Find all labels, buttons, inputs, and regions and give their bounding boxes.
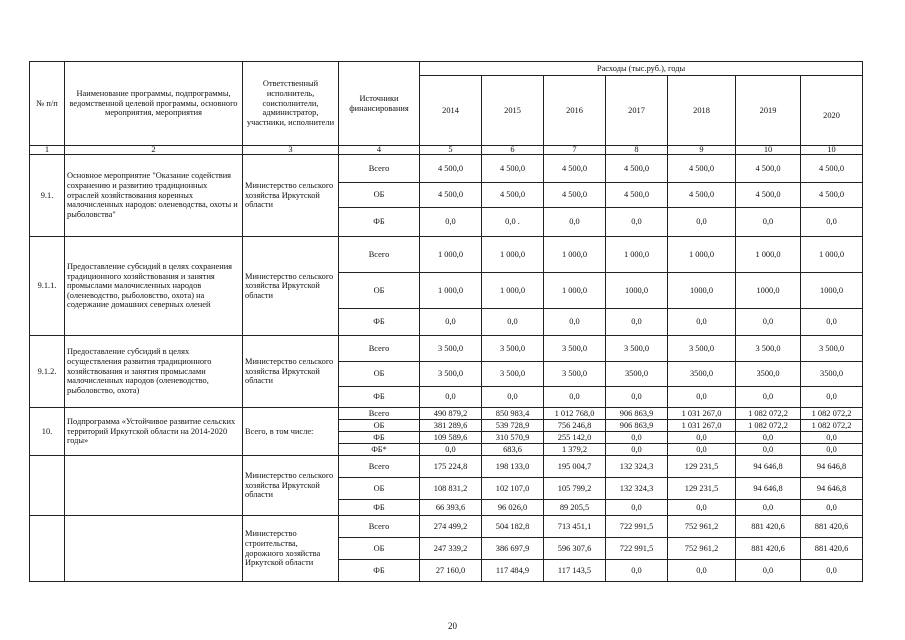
amount-cell: 0,0 bbox=[736, 500, 801, 516]
amount-cell: 129 231,5 bbox=[668, 478, 736, 500]
amount-cell: 0,0 bbox=[420, 309, 482, 336]
measure-name bbox=[65, 516, 243, 582]
amount-cell: 683,6 bbox=[482, 444, 544, 456]
funding-source: Всего bbox=[339, 408, 420, 420]
amount-cell: 752 961,2 bbox=[668, 516, 736, 538]
measure-name bbox=[65, 456, 243, 516]
funding-source: ОБ bbox=[339, 538, 420, 560]
amount-cell: 752 961,2 bbox=[668, 538, 736, 560]
amount-cell: 1000,0 bbox=[736, 273, 801, 309]
amount-cell: 850 983,4 bbox=[482, 408, 544, 420]
amount-cell: 722 991,5 bbox=[606, 516, 668, 538]
amount-cell: 247 339,2 bbox=[420, 538, 482, 560]
funding-source: Всего bbox=[339, 155, 420, 183]
amount-cell: 3 500,0 bbox=[420, 362, 482, 387]
amount-cell: 0,0 bbox=[606, 387, 668, 408]
responsible-executor: Министерство сельского хозяйства Иркутской области bbox=[243, 456, 339, 516]
amount-cell: 0,0 bbox=[668, 444, 736, 456]
amount-cell: 4 500,0 bbox=[668, 183, 736, 208]
row-number: 9.1. bbox=[30, 155, 65, 237]
responsible-executor: Министерство строительства, дорожного хозяйства Иркутской области bbox=[243, 516, 339, 582]
amount-cell: 255 142,0 bbox=[544, 432, 606, 444]
table-row bbox=[30, 408, 863, 420]
amount-cell: 0,0 bbox=[736, 387, 801, 408]
amount-cell: 3 500,0 bbox=[606, 336, 668, 362]
index-row bbox=[30, 146, 863, 155]
amount-cell: 0,0 bbox=[736, 309, 801, 336]
header-year: 2018 bbox=[668, 76, 736, 146]
amount-cell: 66 393,6 bbox=[420, 500, 482, 516]
amount-cell: 3 500,0 bbox=[668, 336, 736, 362]
funding-source: Всего bbox=[339, 237, 420, 273]
index-cell: 6 bbox=[482, 146, 544, 155]
header-year: 2019 bbox=[736, 76, 801, 146]
header-expenses: Расходы (тыс.руб.), годы bbox=[420, 62, 863, 76]
amount-cell: 0,0 bbox=[606, 309, 668, 336]
amount-cell: 109 589,6 bbox=[420, 432, 482, 444]
amount-cell: 1 082 072,2 bbox=[801, 408, 863, 420]
amount-cell: 1000,0 bbox=[668, 273, 736, 309]
funding-source: ОБ bbox=[339, 183, 420, 208]
amount-cell: 596 307,6 bbox=[544, 538, 606, 560]
amount-cell: 89 205,5 bbox=[544, 500, 606, 516]
amount-cell: 274 499,2 bbox=[420, 516, 482, 538]
amount-cell: 490 879,2 bbox=[420, 408, 482, 420]
amount-cell: 94 646,8 bbox=[801, 456, 863, 478]
amount-cell: 881 420,6 bbox=[801, 516, 863, 538]
amount-cell: 0,0 bbox=[801, 309, 863, 336]
funding-source: Всего bbox=[339, 336, 420, 362]
amount-cell: 0,0 bbox=[544, 387, 606, 408]
amount-cell: 4 500,0 bbox=[606, 183, 668, 208]
amount-cell: 4 500,0 bbox=[544, 155, 606, 183]
amount-cell: 1 000,0 bbox=[801, 237, 863, 273]
amount-cell: 1 000,0 bbox=[420, 237, 482, 273]
amount-cell: 381 289,6 bbox=[420, 420, 482, 432]
row-number: 9.1.2. bbox=[30, 336, 65, 408]
amount-cell: 1 000,0 bbox=[544, 237, 606, 273]
header-responsible: Ответственный исполнитель, соисполнители, администратор, участники, исполнители bbox=[243, 62, 339, 146]
amount-cell: 0,0 bbox=[606, 500, 668, 516]
amount-cell: 132 324,3 bbox=[606, 478, 668, 500]
amount-cell: 3500,0 bbox=[801, 362, 863, 387]
header-year: 2016 bbox=[544, 76, 606, 146]
index-cell: 10 bbox=[736, 146, 801, 155]
amount-cell: 0,0 bbox=[606, 444, 668, 456]
amount-cell: 0,0 bbox=[544, 208, 606, 237]
amount-cell: 3 500,0 bbox=[420, 336, 482, 362]
amount-cell: 310 570,9 bbox=[482, 432, 544, 444]
amount-cell: 386 697,9 bbox=[482, 538, 544, 560]
row-number bbox=[30, 456, 65, 516]
funding-source: ФБ bbox=[339, 208, 420, 237]
amount-cell: 0,0 bbox=[736, 208, 801, 237]
amount-cell: 1 000,0 bbox=[482, 273, 544, 309]
amount-cell: 1 031 267,0 bbox=[668, 420, 736, 432]
amount-cell: 906 863,9 bbox=[606, 408, 668, 420]
amount-cell: 94 646,8 bbox=[736, 478, 801, 500]
amount-cell: 0,0 bbox=[801, 444, 863, 456]
amount-cell: 0,0 bbox=[801, 500, 863, 516]
funding-source: ОБ bbox=[339, 420, 420, 432]
funding-source: Всего bbox=[339, 516, 420, 538]
expenses-table bbox=[29, 61, 863, 582]
funding-source: ФБ bbox=[339, 432, 420, 444]
amount-cell: 4 500,0 bbox=[482, 183, 544, 208]
amount-cell: 96 026,0 bbox=[482, 500, 544, 516]
amount-cell: 4 500,0 bbox=[420, 183, 482, 208]
amount-cell: 4 500,0 bbox=[420, 155, 482, 183]
measure-name: Подпрограмма «Устойчивое развитие сельских территорий Иркутской области на 2014-2020 годы» bbox=[65, 408, 243, 456]
amount-cell: 881 420,6 bbox=[736, 538, 801, 560]
amount-cell: 3500,0 bbox=[736, 362, 801, 387]
header-num: № п/п bbox=[30, 62, 65, 146]
amount-cell: 1 000,0 bbox=[606, 237, 668, 273]
amount-cell: 102 107,0 bbox=[482, 478, 544, 500]
amount-cell: 1 000,0 bbox=[482, 237, 544, 273]
amount-cell: 0,0 bbox=[482, 387, 544, 408]
amount-cell: 3 500,0 bbox=[801, 336, 863, 362]
row-number: 9.1.1. bbox=[30, 237, 65, 336]
amount-cell: 0,0 bbox=[668, 208, 736, 237]
amount-cell: 117 484,9 bbox=[482, 560, 544, 582]
amount-cell: 1 000,0 bbox=[544, 273, 606, 309]
row-number bbox=[30, 516, 65, 582]
index-cell: 4 bbox=[339, 146, 420, 155]
amount-cell: 0,0 bbox=[736, 432, 801, 444]
index-cell: 7 bbox=[544, 146, 606, 155]
amount-cell: 105 799,2 bbox=[544, 478, 606, 500]
amount-cell: 0,0 . bbox=[482, 208, 544, 237]
amount-cell: 1 379,2 bbox=[544, 444, 606, 456]
amount-cell: 129 231,5 bbox=[668, 456, 736, 478]
amount-cell: 0,0 bbox=[668, 432, 736, 444]
header-name: Наименование программы, подпрограммы, ведомственной целевой программы, основного мероприятия, мероприятия bbox=[65, 62, 243, 146]
header-year: 2017 bbox=[606, 76, 668, 146]
amount-cell: 4 500,0 bbox=[801, 183, 863, 208]
amount-cell: 3 500,0 bbox=[482, 362, 544, 387]
amount-cell: 4 500,0 bbox=[736, 183, 801, 208]
amount-cell: 94 646,8 bbox=[801, 478, 863, 500]
amount-cell: 0,0 bbox=[606, 560, 668, 582]
header-year: 2015 bbox=[482, 76, 544, 146]
index-cell: 2 bbox=[65, 146, 243, 155]
responsible-executor: Всего, в том числе: bbox=[243, 408, 339, 456]
amount-cell: 3 500,0 bbox=[544, 362, 606, 387]
amount-cell: 906 863,9 bbox=[606, 420, 668, 432]
amount-cell: 0,0 bbox=[801, 387, 863, 408]
table-row bbox=[30, 237, 863, 273]
amount-cell: 0,0 bbox=[668, 309, 736, 336]
amount-cell: 0,0 bbox=[544, 309, 606, 336]
amount-cell: 713 451,1 bbox=[544, 516, 606, 538]
amount-cell: 1 031 267,0 bbox=[668, 408, 736, 420]
funding-source: ОБ bbox=[339, 478, 420, 500]
amount-cell: 117 143,5 bbox=[544, 560, 606, 582]
funding-source: ФБ bbox=[339, 387, 420, 408]
amount-cell: 4 500,0 bbox=[668, 155, 736, 183]
responsible-executor: Министерство сельского хозяйства Иркутской области bbox=[243, 155, 339, 237]
measure-name: Предоставление субсидий в целях сохранения традиционного хозяйствования и занятия промыслами малочисленных народов (оленеводство, рыболовство, охота) на содержание домашних северных оленей bbox=[65, 237, 243, 336]
amount-cell: 1 012 768,0 bbox=[544, 408, 606, 420]
index-cell: 10 bbox=[801, 146, 863, 155]
amount-cell: 0,0 bbox=[801, 208, 863, 237]
amount-cell: 3500,0 bbox=[606, 362, 668, 387]
table-row bbox=[30, 516, 863, 538]
amount-cell: 504 182,8 bbox=[482, 516, 544, 538]
funding-source: ОБ bbox=[339, 273, 420, 309]
measure-name: Предоставление субсидий в целях осуществления развития традиционного хозяйствования и занятия промыслами малочисленных народов (оленеводство, рыболовство, охота) bbox=[65, 336, 243, 408]
amount-cell: 0,0 bbox=[420, 387, 482, 408]
amount-cell: 3 500,0 bbox=[482, 336, 544, 362]
amount-cell: 4 500,0 bbox=[736, 155, 801, 183]
header-year: 2020 bbox=[801, 76, 863, 146]
amount-cell: 0,0 bbox=[420, 444, 482, 456]
amount-cell: 132 324,3 bbox=[606, 456, 668, 478]
amount-cell: 175 224,8 bbox=[420, 456, 482, 478]
amount-cell: 4 500,0 bbox=[801, 155, 863, 183]
amount-cell: 3 500,0 bbox=[736, 336, 801, 362]
amount-cell: 1 082 072,2 bbox=[736, 408, 801, 420]
row-number: 10. bbox=[30, 408, 65, 456]
amount-cell: 0,0 bbox=[668, 387, 736, 408]
amount-cell: 1 082 072,2 bbox=[801, 420, 863, 432]
amount-cell: 881 420,6 bbox=[736, 516, 801, 538]
amount-cell: 1000,0 bbox=[606, 273, 668, 309]
funding-source: ФБ bbox=[339, 309, 420, 336]
amount-cell: 3 500,0 bbox=[544, 336, 606, 362]
amount-cell: 0,0 bbox=[482, 309, 544, 336]
amount-cell: 27 160,0 bbox=[420, 560, 482, 582]
amount-cell: 4 500,0 bbox=[606, 155, 668, 183]
amount-cell: 881 420,6 bbox=[801, 538, 863, 560]
responsible-executor: Министерство сельского хозяйства Иркутской области bbox=[243, 336, 339, 408]
funding-source: ФБ bbox=[339, 560, 420, 582]
amount-cell: 722 991,5 bbox=[606, 538, 668, 560]
amount-cell: 0,0 bbox=[606, 208, 668, 237]
amount-cell: 4 500,0 bbox=[482, 155, 544, 183]
amount-cell: 0,0 bbox=[668, 500, 736, 516]
header-year: 2014 bbox=[420, 76, 482, 146]
amount-cell: 3500,0 bbox=[668, 362, 736, 387]
index-cell: 9 bbox=[668, 146, 736, 155]
amount-cell: 1 000,0 bbox=[736, 237, 801, 273]
amount-cell: 4 500,0 bbox=[544, 183, 606, 208]
page-number: 20 bbox=[448, 621, 457, 631]
index-cell: 3 bbox=[243, 146, 339, 155]
amount-cell: 0,0 bbox=[736, 444, 801, 456]
amount-cell: 1 000,0 bbox=[420, 273, 482, 309]
amount-cell: 94 646,8 bbox=[736, 456, 801, 478]
amount-cell: 0,0 bbox=[801, 432, 863, 444]
index-cell: 5 bbox=[420, 146, 482, 155]
amount-cell: 1 000,0 bbox=[668, 237, 736, 273]
responsible-executor: Министерство сельского хозяйства Иркутской области bbox=[243, 237, 339, 336]
amount-cell: 1 082 072,2 bbox=[736, 420, 801, 432]
index-cell: 8 bbox=[606, 146, 668, 155]
table-row bbox=[30, 456, 863, 478]
funding-source: Всего bbox=[339, 456, 420, 478]
amount-cell: 0,0 bbox=[420, 208, 482, 237]
amount-cell: 756 246,8 bbox=[544, 420, 606, 432]
amount-cell: 539 728,9 bbox=[482, 420, 544, 432]
measure-name: Основное мероприятие "Оказание содействия сохранению и развитию традиционных отраслей хозяйствования коренных малочисленных народов: оленеводства, охоты и рыболовства" bbox=[65, 155, 243, 237]
amount-cell: 108 831,2 bbox=[420, 478, 482, 500]
funding-source: ФБ bbox=[339, 500, 420, 516]
funding-source: ОБ bbox=[339, 362, 420, 387]
index-cell: 1 bbox=[30, 146, 65, 155]
amount-cell: 195 004,7 bbox=[544, 456, 606, 478]
funding-source: ФБ* bbox=[339, 444, 420, 456]
amount-cell: 0,0 bbox=[736, 560, 801, 582]
amount-cell: 0,0 bbox=[801, 560, 863, 582]
table-row bbox=[30, 155, 863, 183]
amount-cell: 198 133,0 bbox=[482, 456, 544, 478]
amount-cell: 0,0 bbox=[668, 560, 736, 582]
table-row bbox=[30, 336, 863, 362]
amount-cell: 0,0 bbox=[606, 432, 668, 444]
header-source: Источники финансирования bbox=[339, 62, 420, 146]
amount-cell: 1000,0 bbox=[801, 273, 863, 309]
